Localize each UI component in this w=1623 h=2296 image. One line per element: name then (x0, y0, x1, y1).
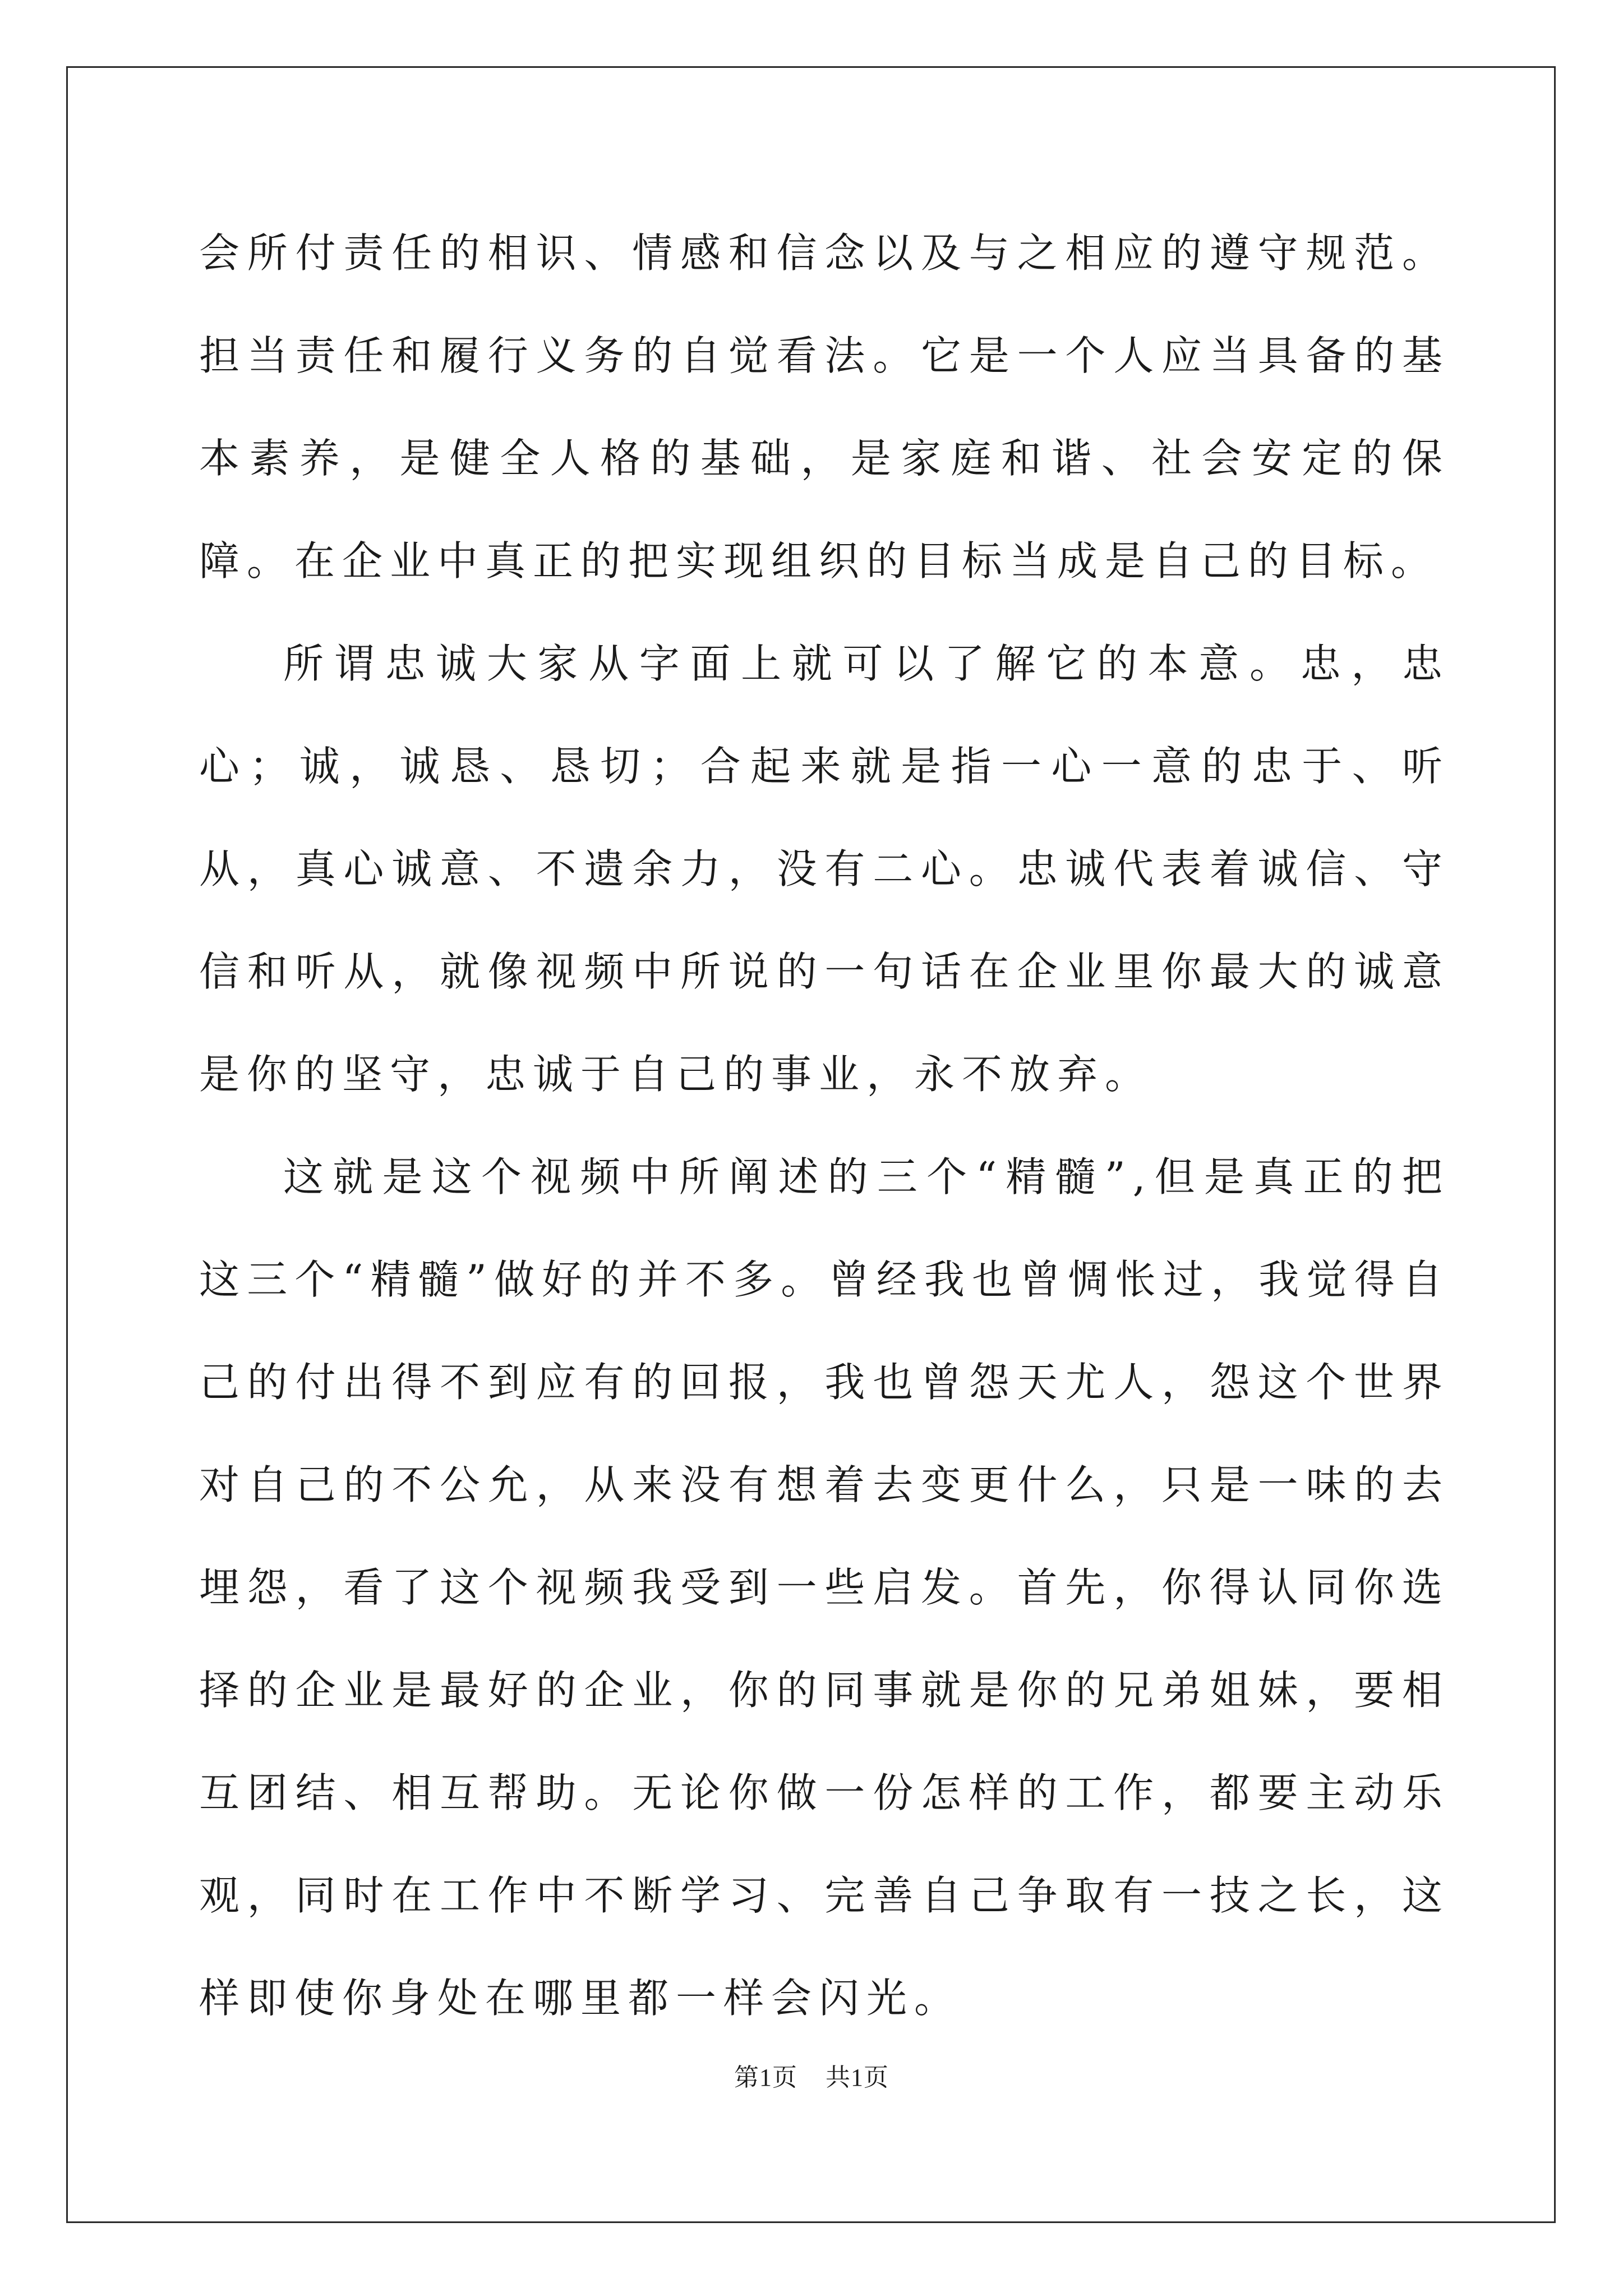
page-footer (0, 2062, 1623, 2093)
document-body (199, 202, 1450, 2050)
paragraph-1: 会所付责任的相识、情感和信念以及与之相应的遵守规范。担当责任和履行义务的自觉看法。它是一个人应当具备的基本素养，是健全人格的基础，是家庭和谐、社会安定的保障。在企业中真正的把实现组织的目标当成是自己的目标。 (199, 229, 1450, 585)
page-total: 共1页 (826, 2064, 889, 2091)
paragraph-2: 所谓忠诚大家从字面上就可以了解它的本意。忠，忠心；诚，诚恳、恳切；合起来就是指一心一意的忠于、听从，真心诚意、不遗余力，没有二心。忠诚代表着诚信、守信和听从，就像视频中所说的一句话在企业里你最大的诚意是你的坚守，忠诚于自己的事业，永不放弃。 (199, 640, 1450, 1098)
paragraph-3: 这就是这个视频中所阐述的三个“精髓”,但是真正的把这三个“精髓”做好的并不多。曾经我也曾惆怅过，我觉得自己的付出得不到应有的回报，我也曾怨天尤人，怨这个世界对自己的不公允，从来没有想着去变更什么，只是一味的去埋怨，看了这个视频我受到一些启发。首先，你得认同你选择的企业是最好的企业，你的同事就是你的兄弟姐妹，要相互团结、相互帮助。无论你做一份怎样的工作，都要主动乐观，同时在工作中不断学习、完善自己争取有一技之长，这样即使你身处在哪里都一样会闪光。 (199, 1153, 1450, 2022)
page-number: 第1页 (734, 2064, 797, 2091)
